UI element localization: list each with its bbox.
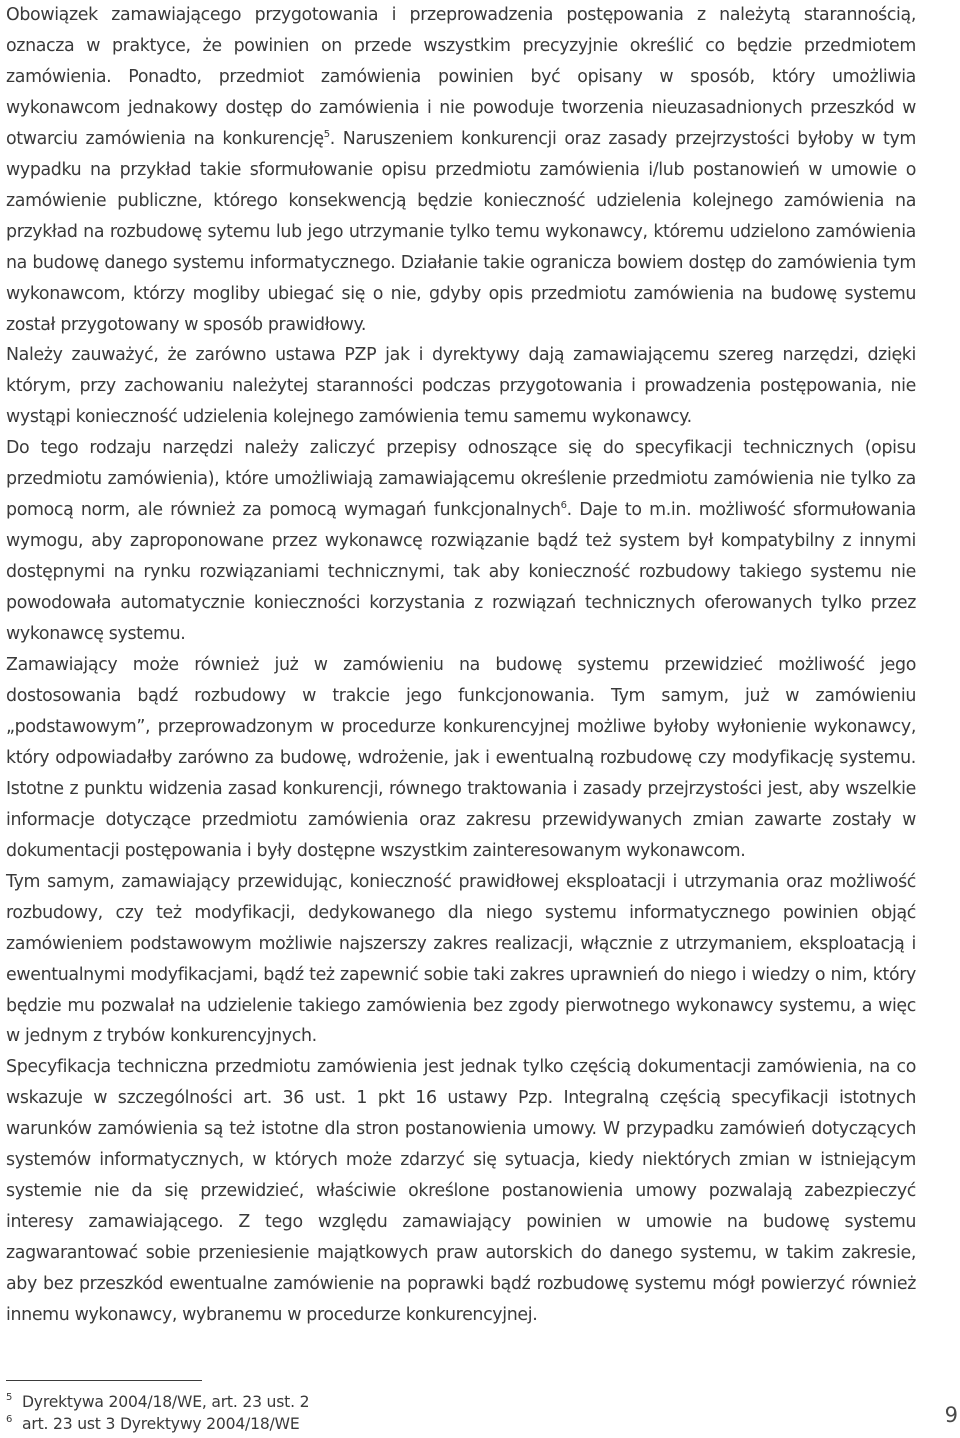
paragraph-1 <box>6 0 916 340</box>
footnote-ref-6[interactable]: 6 <box>560 500 567 512</box>
page-number: 9 <box>944 1403 958 1427</box>
paragraph-1-text-b: . Naruszeniem konkurencji oraz zasady przejrzystości byłoby w tym wypadku na przykład takie sformułowanie opisu przedmiotu zamówienia i/lub postanowień w umowie o zamówienie publiczne, którego konsekwencją będzie konieczność udzielenia kolejnego zamówienia na przykład na rozbudowę sytemu lub jego utrzymanie tylko temu wykonawcy, któremu udzielono zamówienia na budowę danego systemu informatycznego. Działanie takie ogranicza bowiem dostęp do zamówienia tym wykonawcom, którzy mogliby ubiegać się o nie, gdyby opis przedmiotu zamówienia na budowę systemu został przygotowany w sposób prawidłowy. <box>6 128 916 335</box>
footnote-separator <box>6 1380 202 1381</box>
footnote-ref-5[interactable]: 5 <box>323 128 330 140</box>
paragraph-1-text-a: Obowiązek zamawiającego przygotowania i przeprowadzenia postępowania z należytą starannością, oznacza w praktyce, że powinien on przede wszystkim precyzyjnie określić co będzie przedmiotem zamówienia. Ponadto, przedmiot zamówienia powinien być opisany w sposób, który umożliwia wykonawcom jednakowy dostęp do zamówienia i nie powoduje tworzenia nieuzasadnionych przeszkód w otwarciu zamówienia na konkurencję <box>6 5 916 149</box>
footnote-number: 5 <box>6 1392 13 1403</box>
footnote-number: 6 <box>6 1414 13 1425</box>
paragraph-4: Zamawiający może również już w zamówieniu na budowę systemu przewidzieć możliwość jego dostosowania bądź rozbudowy w trakcie jego funkcjonowania. Tym samym, już w zamówieniu „podstawowym”, przeprowadzonym w procedurze konkurencyjnej możliwe byłoby wyłonienie wykonawcy, który odpowiadałby zarówno za budowę, wdrożenie, jak i ewentualną rozbudowę czy modyfikację systemu. Istotne z punktu widzenia zasad konkurencji, równego traktowania i zasady przejrzystości jest, aby wszelkie informacje dotyczące przedmiotu zamówienia oraz zakresu przewidywanych zmian zawarte zostały w dokumentacji postępowania i były dostępne wszystkim zainteresowanym wykonawcom. <box>6 655 916 861</box>
footnote-5 <box>6 1391 309 1413</box>
paragraph-6: Specyfikacja techniczna przedmiotu zamówienia jest jednak tylko częścią dokumentacji zamówienia, na co wskazuje w szczególności art. 36 ust. 1 pkt 16 ustawy Pzp. Integralną częścią specyfikacji istotnych warunków zamówienia są też istotne dla stron postanowienia umowy. W przypadku zamówień dotyczących systemów informatycznych, w których może zdarzyć się sytuacja, kiedy niektórych zmian w istniejącym systemie nie da się przewidzieć, właściwie określone postanowienia umowy pozwalają zabezpieczyć interesy zamawiającego. Z tego względu zamawiający powinien w umowie na budowę systemu zagwarantować sobie przeniesienie majątkowych praw autorskich do danego systemu, w takim zakresie, aby bez przeszkód ewentualne zamówienie na poprawki bądź rozbudowę systemu mógł powierzyć również innemu wykonawcy, wybranemu w procedurze konkurencyjnej. <box>6 1057 916 1326</box>
footnote-6 <box>6 1413 309 1435</box>
paragraph-2: Należy zauważyć, że zarówno ustawa PZP jak i dyrektywy dają zamawiającemu szereg narzędzi, dzięki którym, przy zachowaniu należytej staranności podczas przygotowania i prowadzenia postępowania, nie wystąpi konieczność udzielenia kolejnego zamówienia temu samemu wykonawcy. <box>6 345 916 428</box>
paragraph-3-text-b: . Daje to m.in. możliwość sformułowania wymogu, aby zaproponowane przez wykonawcę rozwiązanie bądź też system był kompatybilny z innymi dostępnymi na rynku rozwiązaniami technicznymi, tak aby konieczność rozbudowy takiego systemu nie powodowała automatycznie konieczności korzystania z rozwiązań technicznych oferowanych tylko przez wykonawcę systemu. <box>6 500 916 645</box>
paragraph-3-text-a: Do tego rodzaju narzędzi należy zaliczyć przepisy odnoszące się do specyfikacji technicznych (opisu przedmiotu zamówienia), które umożliwiają zamawiającemu określenie przedmiotu zamówienia nie tylko za pomocą norm, ale również za pomocą wymagań funkcjonalnych <box>6 438 916 521</box>
paragraph-3 <box>6 433 916 650</box>
footnote-text: Dyrektywa 2004/18/WE, art. 23 ust. 2 <box>22 1393 310 1411</box>
footnote-text: art. 23 ust 3 Dyrektywy 2004/18/WE <box>22 1415 300 1433</box>
paragraph-5: Tym samym, zamawiający przewidując, konieczność prawidłowej eksploatacji i utrzymania oraz możliwość rozbudowy, czy też modyfikacji, dedykowanego dla niego systemu informatycznego powinien objąć zamówieniem podstawowym możliwie najszerszy zakres realizacji, włącznie z utrzymaniem, eksploatacją i ewentualnymi modyfikacjami, bądź też zapewnić sobie taki zakres uprawnień do niego i wiedzy o nim, który będzie mu pozwalał na udzielenie takiego zamówienia bez zgody pierwotnego wykonawcy systemu, a więc w jednym z trybów konkurencyjnych. <box>6 871 916 1047</box>
footnotes <box>6 1391 309 1435</box>
main-text <box>6 0 916 1331</box>
